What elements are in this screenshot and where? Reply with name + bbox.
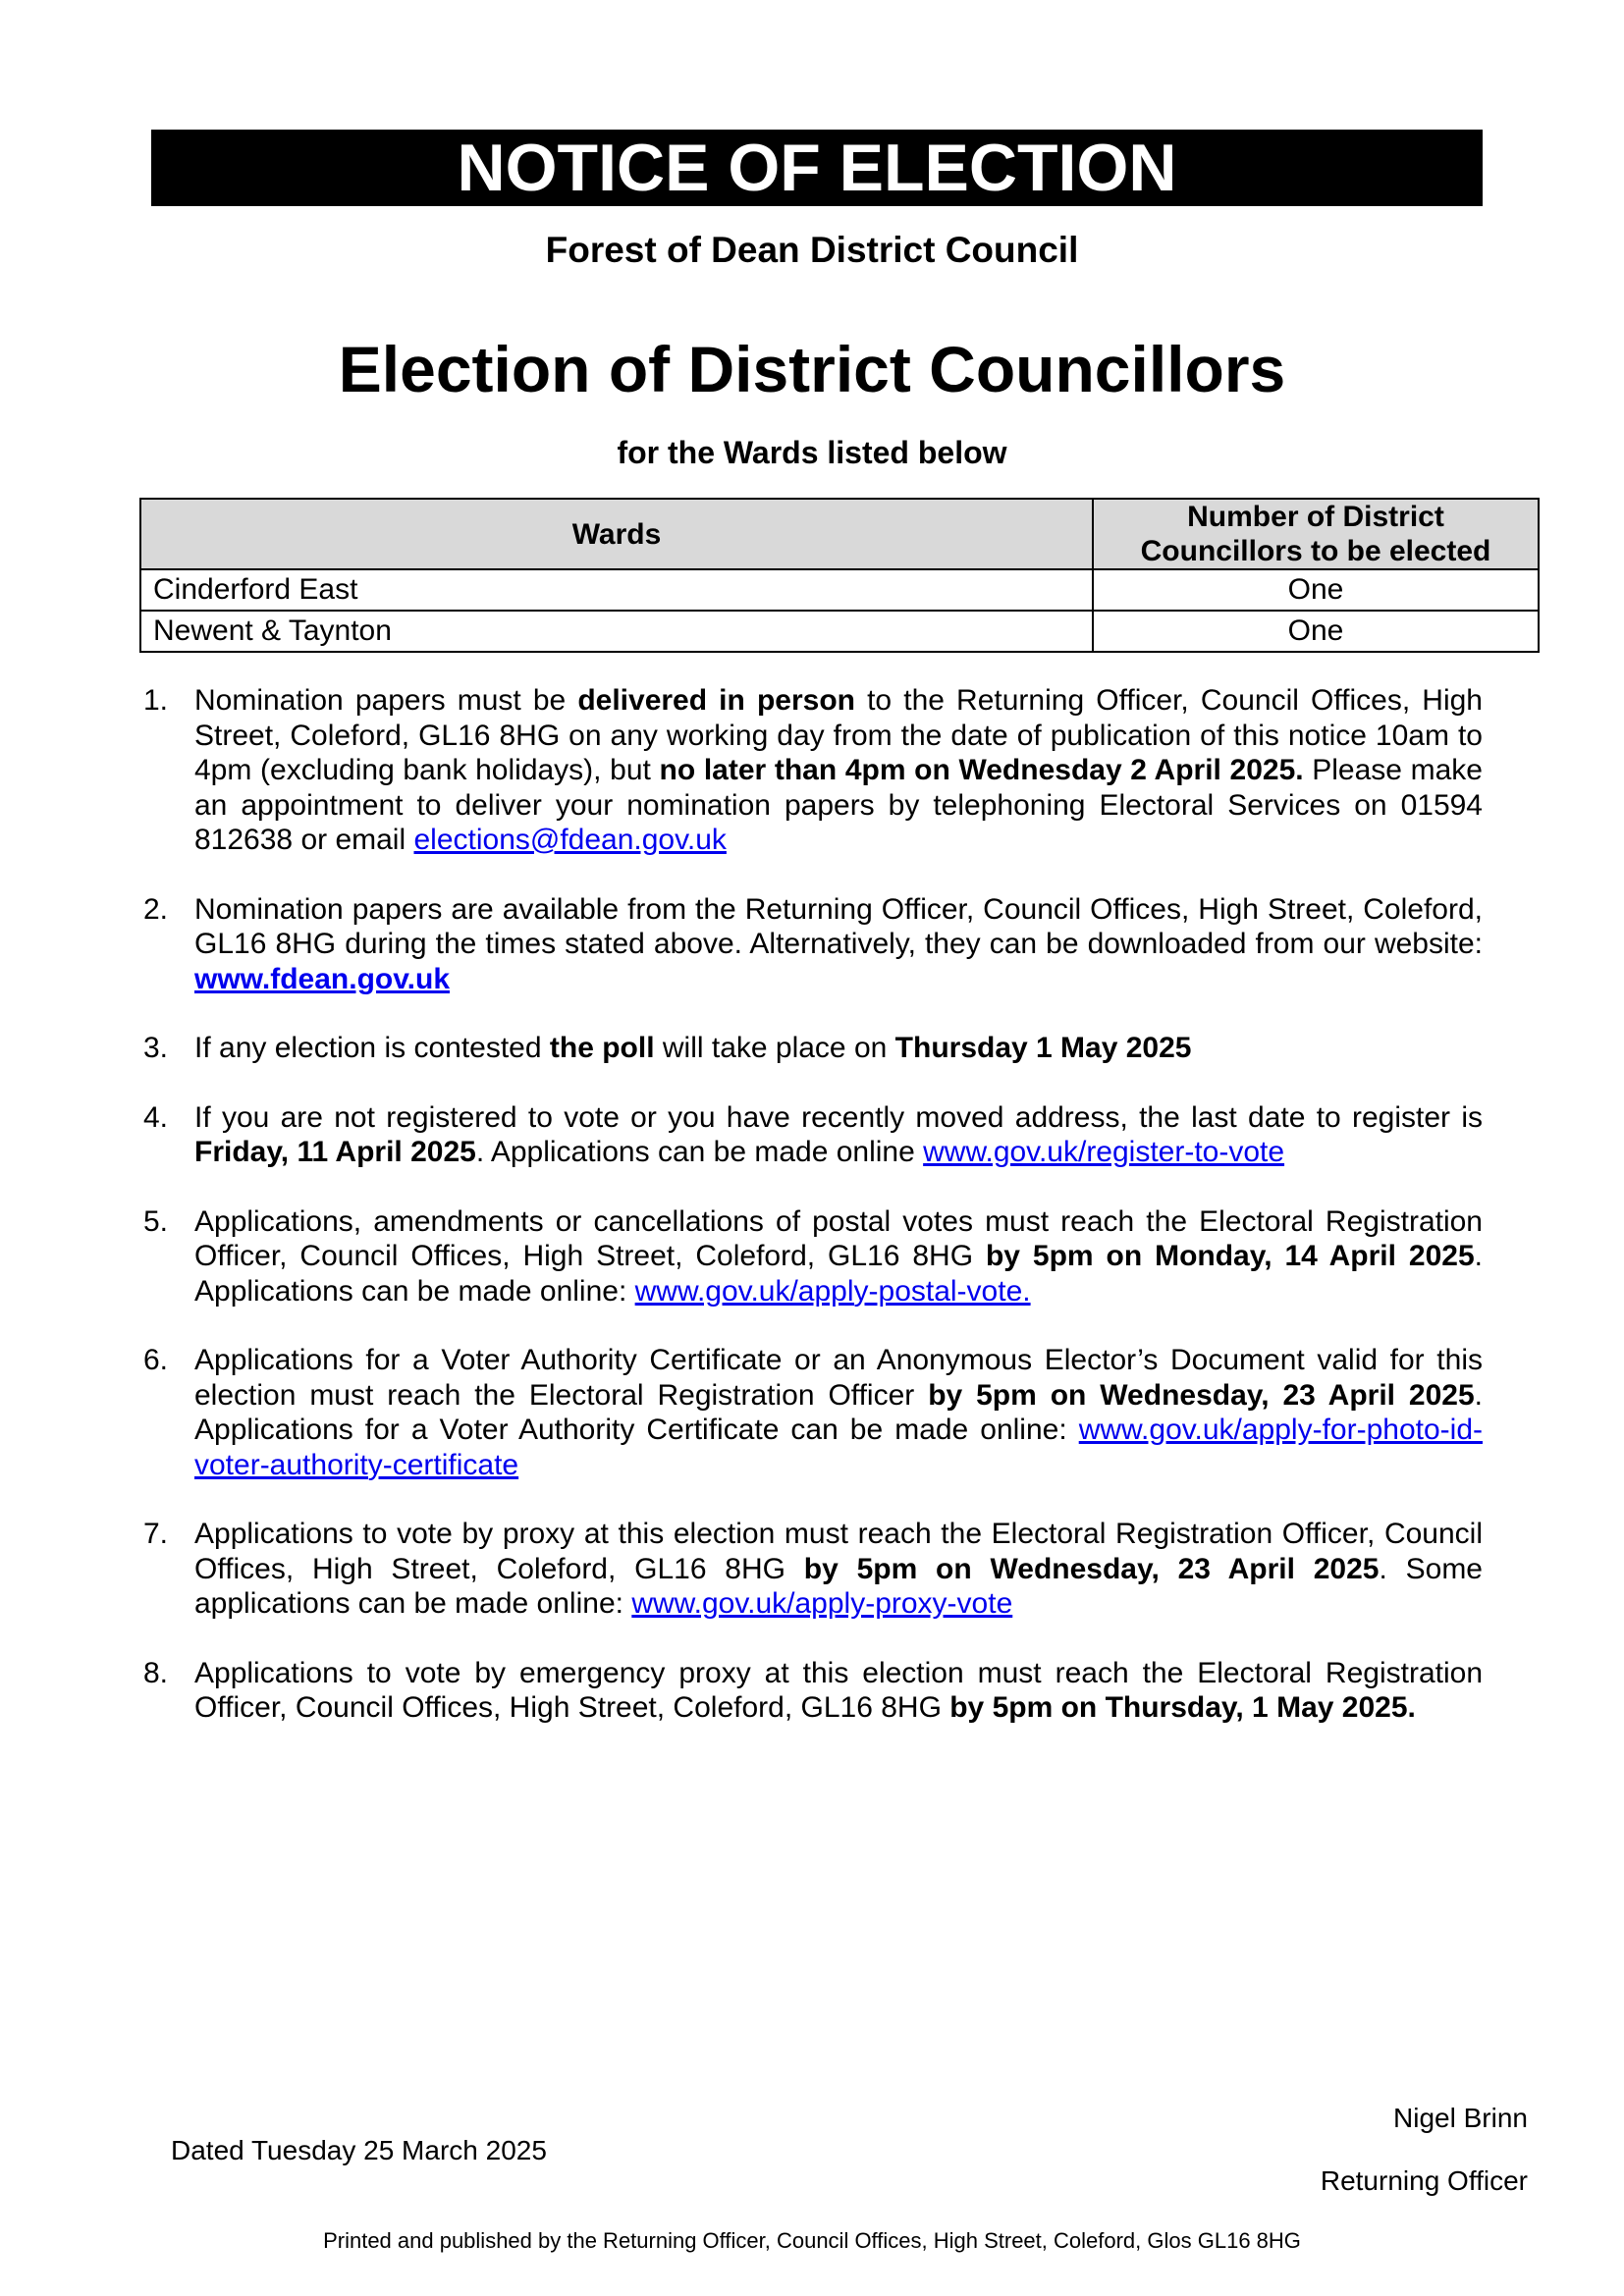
imprint-line: Printed and published by the Returning Officer, Council Offices, High Street, Coleford, Glos GL16 8HG (323, 2228, 1301, 2253)
item-text: Nomination papers must be (194, 684, 578, 717)
item-number: 6. (143, 1344, 169, 1376)
item-text: Applications to vote by emergency proxy at this election must reach the Electoral Registration Officer, Council Offices, High Street, Coleford, GL16 8HG (194, 1656, 1483, 1724)
voter-authority-link[interactable]: www.gov.uk/apply-for-photo-id-voter-authority-certificate (194, 1414, 1483, 1481)
list-item (143, 892, 1483, 997)
item-text: Please make an appointment to deliver your nomination papers by telephoning Electoral Services on 01594 812638 or email (194, 754, 1483, 856)
item-text: Nomination papers are available from the Returning Officer, Council Offices, High Street, Coleford, GL16 8HG during the times stated above. Alternatively, they can be downloaded from our website: (194, 892, 1483, 960)
list-item (143, 683, 1483, 858)
notice-items-list (143, 683, 1483, 1726)
item-number: 4. (143, 1100, 169, 1134)
email-link[interactable]: elections@fdean.gov.uk (413, 824, 727, 856)
wards-column-header: Wards (140, 499, 1093, 569)
councillor-count: One (1093, 569, 1539, 611)
table-row (140, 611, 1539, 652)
item-text-bold: by 5pm on Thursday, 1 May 2025. (949, 1691, 1416, 1724)
item-text-bold: by 5pm on Wednesday, 23 April 2025 (803, 1552, 1380, 1585)
website-link[interactable]: www.fdean.gov.uk (194, 962, 451, 995)
item-number: 5. (143, 1204, 169, 1238)
item-text: to the Returning Officer, Council Offices, High Street, Coleford, GL16 8HG on any working day from the date of publication of this notice 10am to 4pm (excluding bank holidays), but (194, 684, 1483, 786)
table-header-row (140, 499, 1539, 569)
item-text: . Applications can be made online (475, 1136, 924, 1168)
item-text: . Some applications can be made online: (194, 1552, 1483, 1620)
item-text-bold: no later than 4pm on Wednesday 2 April 2025. (659, 754, 1304, 786)
list-item (143, 1517, 1483, 1622)
page-subtitle: for the Wards listed below (617, 435, 1007, 470)
item-text: Applications to vote by proxy at this election must reach the Electoral Registration Officer, Council Offices, High Street, Coleford, GL16 8HG (194, 1518, 1483, 1585)
item-text: Applications, amendments or cancellations of postal votes must reach the Electoral Registration Officer, Council Offices, High Street, Coleford, GL16 8HG (194, 1204, 1483, 1272)
item-text: If you are not registered to vote or you have recently moved address, the last date to register is (194, 1100, 1483, 1134)
item-number: 7. (143, 1518, 169, 1550)
ward-name: Newent & Taynton (140, 611, 1093, 652)
item-text-bold: the poll (549, 1032, 655, 1064)
item-text-bold: Friday, 11 April 2025 (194, 1136, 476, 1168)
ward-name: Cinderford East (140, 569, 1093, 611)
table-row (140, 569, 1539, 611)
list-item (143, 1031, 1483, 1066)
item-text: . Applications for a Voter Authority Certificate can be made online: (194, 1378, 1483, 1446)
signer-name: Nigel Brinn (1393, 2103, 1528, 2133)
item-text-bold: delivered in person (577, 684, 855, 717)
item-number: 3. (143, 1032, 169, 1064)
signer-role: Returning Officer (1320, 2165, 1528, 2196)
councillor-count: One (1093, 611, 1539, 652)
council-name: Forest of Dean District Council (545, 230, 1079, 270)
item-text: Applications for a Voter Authority Certificate or an Anonymous Elector’s Document valid for this election must reach the Electoral Registration Officer (194, 1344, 1483, 1412)
item-text-bold: Thursday 1 May 2025 (894, 1032, 1192, 1064)
page-title: Election of District Councillors (338, 333, 1286, 405)
item-text: will take place on (654, 1032, 895, 1064)
item-number: 1. (143, 684, 169, 717)
item-text: If any election is contested (194, 1032, 550, 1064)
register-to-vote-link[interactable]: www.gov.uk/register-to-vote (923, 1136, 1285, 1168)
councillors-column-header: Number of District Councillors to be elected (1093, 499, 1539, 569)
proxy-vote-link[interactable]: www.gov.uk/apply-proxy-vote (631, 1587, 1013, 1620)
list-item (143, 1656, 1483, 1726)
dated-line: Dated Tuesday 25 March 2025 (171, 2135, 547, 2165)
list-item (143, 1343, 1483, 1482)
item-number: 2. (143, 892, 169, 926)
postal-vote-link[interactable]: www.gov.uk/apply-postal-vote. (634, 1274, 1031, 1308)
list-item (143, 1100, 1483, 1170)
item-text: . Applications can be made online: (194, 1240, 1483, 1308)
notice-banner: NOTICE OF ELECTION (151, 130, 1483, 206)
item-text-bold: by 5pm on Wednesday, 23 April 2025 (928, 1378, 1475, 1412)
wards-table (139, 498, 1540, 653)
list-item (143, 1204, 1483, 1309)
item-text-bold: by 5pm on Monday, 14 April 2025 (985, 1240, 1475, 1272)
item-number: 8. (143, 1656, 169, 1689)
